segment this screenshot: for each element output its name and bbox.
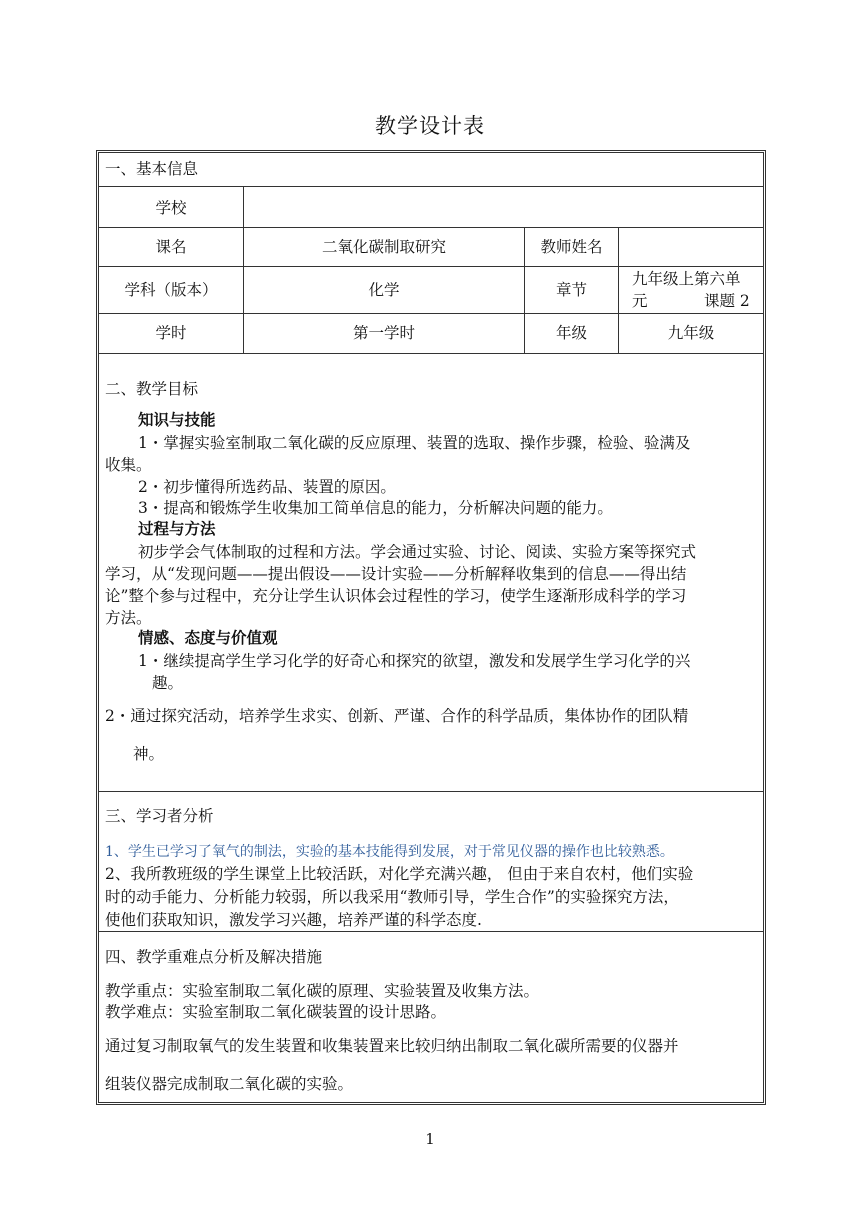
row-divider bbox=[99, 227, 763, 228]
process-text-c: 论”整个参与过程中，充分让学生认识体会过程性的学习，使学生逐渐形成科学的学习 bbox=[105, 587, 687, 605]
measures-text-b: 组装仪器完成制取二氧化碳的实验。 bbox=[105, 1075, 354, 1093]
attitude-item-1a: 1・继续提高学生学习化学的好奇心和探究的欲望，激发和发展学生学习化学的兴 bbox=[138, 652, 691, 670]
process-text-a: 初步学会气体制取的过程和方法。学会通过实验、讨论、阅读、实验方案等探究式 bbox=[138, 543, 697, 561]
chapter-value-line2a: 元 bbox=[632, 292, 648, 310]
knowledge-item-2: 2・初步懂得所选药品、装置的原因。 bbox=[138, 478, 396, 496]
grade-label: 年级 bbox=[555, 324, 587, 342]
document-title: 教学设计表 bbox=[375, 114, 485, 138]
subject-label: 学科（版本） bbox=[124, 281, 218, 299]
process-text-d: 方法。 bbox=[105, 609, 152, 627]
row-divider bbox=[99, 931, 763, 932]
subheading-process-method: 过程与方法 bbox=[138, 520, 216, 538]
chapter-label: 章节 bbox=[555, 281, 587, 299]
attitude-item-2b: 神。 bbox=[133, 745, 165, 763]
teacher-label: 教师姓名 bbox=[540, 238, 603, 256]
section-heading-objectives: 二、教学目标 bbox=[105, 380, 199, 398]
subheading-knowledge-skills: 知识与技能 bbox=[138, 411, 216, 429]
row-divider bbox=[99, 313, 763, 314]
key-point-text: 教学重点：实验室制取二氧化碳的原理、实验装置及收集方法。 bbox=[105, 982, 540, 1000]
knowledge-item-3: 3・提高和锻炼学生收集加工简单信息的能力，分析解决问题的能力。 bbox=[138, 499, 613, 517]
learner-point-1: 1、学生已学习了氧气的制法，实验的基本技能得到发展，对于常见仪器的操作也比较熟悉。 bbox=[105, 844, 674, 860]
hours-value: 第一学时 bbox=[352, 324, 415, 342]
chapter-value-line2b: 课题 2 bbox=[704, 292, 750, 310]
hours-label: 学时 bbox=[155, 324, 187, 342]
section-heading-key-difficulties: 四、教学重难点分析及解决措施 bbox=[105, 948, 323, 966]
measures-text-a: 通过复习制取氧气的发生装置和收集装置来比较归纳出制取二氧化碳所需要的仪器并 bbox=[105, 1037, 679, 1055]
knowledge-item-1b: 收集。 bbox=[105, 456, 152, 474]
section-heading-basic-info: 一、基本信息 bbox=[105, 160, 199, 178]
page-number: 1 bbox=[425, 1130, 435, 1148]
row-divider bbox=[99, 266, 763, 267]
row-divider bbox=[99, 186, 763, 187]
row-divider bbox=[99, 791, 763, 792]
course-label: 课名 bbox=[155, 238, 187, 256]
chapter-value-line1: 九年级上第六单 bbox=[632, 270, 741, 288]
school-label: 学校 bbox=[155, 199, 187, 217]
learner-point-2c: 使他们获取知识，激发学习兴趣，培养严谨的科学态度. bbox=[105, 911, 482, 929]
attitude-item-2a: 2・通过探究活动，培养学生求实、创新、严谨、合作的科学品质，集体协作的团队精 bbox=[105, 707, 689, 725]
process-text-b: 学习，从“发现问题——提出假设——设计实验——分析解释收集到的信息——得出结 bbox=[105, 565, 687, 583]
attitude-item-1b: 趣。 bbox=[152, 674, 184, 692]
course-value: 二氧化碳制取研究 bbox=[321, 238, 446, 256]
subheading-attitude-values: 情感、态度与价值观 bbox=[138, 629, 278, 647]
grade-value: 九年级 bbox=[667, 324, 715, 342]
row-divider bbox=[99, 353, 763, 354]
difficulty-text: 教学难点：实验室制取二氧化碳装置的设计思路。 bbox=[105, 1003, 447, 1021]
subject-value: 化学 bbox=[368, 281, 400, 299]
learner-point-2a: 2、我所教班级的学生课堂上比较活跃，对化学充满兴趣， 但由于来自农村，他们实验 bbox=[105, 865, 694, 883]
knowledge-item-1a: 1・掌握实验室制取二氧化碳的反应原理、装置的选取、操作步骤，检验、验满及 bbox=[138, 434, 691, 452]
section-heading-learner-analysis: 三、学习者分析 bbox=[105, 807, 214, 825]
learner-point-2b: 时的动手能力、分析能力较弱，所以我采用“教师引导，学生合作”的实验探究方法， bbox=[105, 888, 679, 906]
